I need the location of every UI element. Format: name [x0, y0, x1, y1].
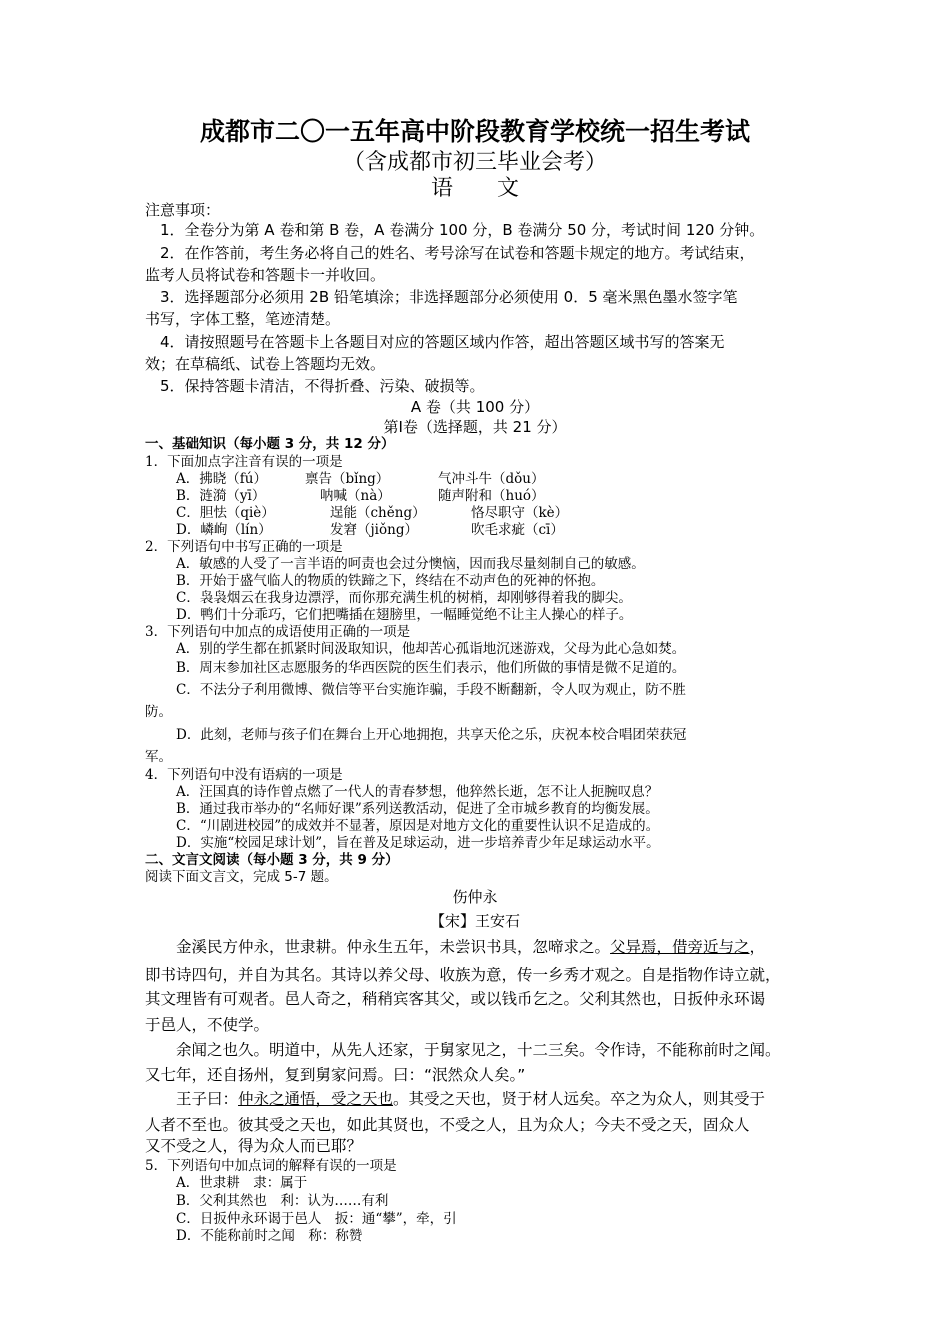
option-d: D．鸭们十分乖巧，它们把嘴插在翅膀里，一幅睡觉绝不让主人操心的样子。	[176, 607, 633, 623]
option-a-item: 气冲斗牛（dǒu）	[438, 471, 545, 487]
option-c: C．日扳仲永环谒于邑人 扳：通“攀”，牵，引	[176, 1211, 457, 1227]
option-a-item: 禀告（bǐng）	[305, 471, 390, 487]
option-b: B．通过我市举办的“名师好课”系列送教活动，促进了全市城乡教育的均衡发展。	[176, 801, 659, 817]
notice-line: 1．全卷分为第 A 卷和第 B 卷，A 卷满分 100 分，B 卷满分 50 分，考试时间 120 分钟。	[160, 221, 765, 239]
volume-a-title: A 卷（共 100 分）	[410, 398, 540, 416]
notice-line: 3．选择题部分必须用 2B 铅笔填涂；非选择题部分必须使用 0．5 毫米黑色墨水签字笔	[160, 288, 738, 306]
option-a: A．敏感的人受了一言半语的呵责也会过分懊恼，因而我尽量刻制自己的敏感。	[176, 556, 645, 572]
option-b: B．开始于盛气临人的物质的铁蹄之下，终结在不动声色的死神的怀抱。	[176, 573, 605, 589]
section-heading: 二、文言文阅读（每小题 3 分，共 9 分）	[145, 852, 399, 868]
option-b: B．周末参加社区志愿服务的华西医院的医生们表示，他们所做的事情是微不足道的。	[176, 660, 686, 676]
option-a: A．别的学生都在抓紧时间汲取知识，他却苦心孤诣地沉迷游戏，父母为此心急如焚。	[176, 641, 686, 657]
underlined-sentence: 仲永之通悟，受之天也	[238, 1090, 394, 1108]
underlined-sentence: 父异焉，借旁近与之	[610, 938, 750, 956]
passage-line: 于邑人，不使学。	[145, 1016, 270, 1034]
passage-line: 又七年，还自扬州，复到舅家问焉。曰：“泯然众人矣。”	[145, 1066, 526, 1084]
passage-line: 金溪民方仲永，世隶耕。仲永生五年，未尝识书具，忽啼求之。父异焉，借旁近与之，	[176, 938, 766, 956]
passage-line: 人者不至也。彼其受之天也，如此其贤也，不受之人，且为众人；今夫不受之天，固众人	[145, 1116, 750, 1134]
option-c: C．不法分子利用微博、微信等平台实施诈骗，手段不断翻新，令人叹为观止，防不胜	[176, 682, 686, 698]
option-d-item: 发窘（jiǒng）	[330, 522, 418, 538]
exam-subtitle: （含成都市初三毕业会考）	[342, 150, 607, 175]
option-d-item: 吹毛求疵（cī）	[471, 522, 564, 538]
option-d: D．不能称前时之闻 称：称赞	[176, 1228, 363, 1244]
option-a: A．世隶耕 隶：属于	[176, 1175, 308, 1191]
question-stem: 2．下列语句中书写正确的一项是	[145, 539, 343, 555]
option-a: A．拂晓（fú）	[176, 471, 267, 487]
passage-line: 即书诗四句，并自为其名。其诗以养父母、收族为意，传一乡秀才观之。自是指物作诗立就，	[145, 966, 781, 984]
option-b-item: 呐喊（nà）	[320, 488, 391, 504]
passage-title: 伤仲永	[452, 888, 498, 906]
option-b: B．涟漪（yī）	[176, 488, 266, 504]
notice-line: 书写，字体工整，笔迹清楚。	[145, 310, 341, 328]
question-stem: 5．下列语句中加点词的解释有误的一项是	[145, 1158, 397, 1174]
reading-instruction: 阅读下面文言文，完成 5-7 题。	[145, 869, 338, 885]
option-d: D．实施“校园足球计划”，旨在普及足球运动，进一步培养青少年足球运动水平。	[176, 835, 660, 851]
notice-line: 2．在作答前，考生务必将自己的姓名、考号涂写在试卷和答题卡规定的地方。考试结束，	[160, 244, 755, 262]
notice-line: 5．保持答题卡清洁，不得折叠、污染、破损等。	[160, 377, 485, 395]
passage-line: 又不受之人，得为众人而已耶？	[145, 1137, 363, 1155]
question-stem: 4．下列语句中没有语病的一项是	[145, 767, 343, 783]
subject-title: 语 文	[430, 176, 519, 201]
option-c: C．袅袅烟云在我身边漂浮，而你那充满生机的树梢，却刚够得着我的脚尖。	[176, 590, 632, 606]
option-b: B．父利其然也 利：认为……有利	[176, 1193, 389, 1209]
section-heading: 一、基础知识（每小题 3 分，共 12 分）	[145, 436, 395, 452]
part-one-title: 第Ⅰ卷（选择题，共 21 分）	[383, 418, 567, 436]
question-stem: 3．下列语句中加点的成语使用正确的一项是	[145, 624, 411, 640]
option-a: A．汪国真的诗作曾点燃了一代人的青春梦想，他猝然长逝，怎不让人扼腕叹息？	[176, 784, 659, 800]
option-d: D．此刻，老师与孩子们在舞台上开心地拥抱，共享天伦之乐，庆祝本校合唱团荣获冠	[176, 727, 687, 743]
notice-line: 监考人员将试卷和答题卡一并收回。	[145, 266, 386, 284]
notice-line: 效；在草稿纸、试卷上答题均无效。	[145, 355, 386, 373]
option-d: D．嶙峋（lín）	[176, 522, 272, 538]
notice-line: 4．请按照题号在答题卡上各题目对应的答题区域内作答，超出答题区域书写的答案无	[160, 333, 725, 351]
option-c-item: 逞能（chěng）	[330, 505, 426, 521]
question-stem: 1．下面加点字注音有误的一项是	[145, 454, 343, 470]
exam-title: 成都市二〇一五年高中阶段教育学校统一招生考试	[199, 117, 750, 146]
notice-heading: 注意事项：	[145, 201, 221, 219]
passage-line: 余闻之也久。明道中，从先人还家，于舅家见之，十二三矣。令作诗，不能称前时之闻。	[176, 1041, 781, 1059]
option-d-continued: 军。	[145, 749, 172, 765]
option-c-continued: 防。	[145, 704, 172, 720]
option-b-item: 随声附和（huó）	[438, 488, 545, 504]
option-c-item: 恪尽职守（kè）	[471, 505, 569, 521]
passage-line: 其文理皆有可观者。邑人奇之，稍稍宾客其父，或以钱币乞之。父利其然也，日扳仲永环谒	[145, 990, 766, 1008]
option-c: C．胆怯（qiè）	[176, 505, 275, 521]
passage-line: 王子曰：仲永之通悟，受之天也。其受之天也，贤于材人远矣。卒之为众人，则其受于	[176, 1090, 766, 1108]
option-c: C．“川剧进校园”的成效并不显著，原因是对地方文化的重要性认识不足造成的。	[176, 818, 660, 834]
passage-author: 【宋】王安石	[429, 912, 520, 930]
